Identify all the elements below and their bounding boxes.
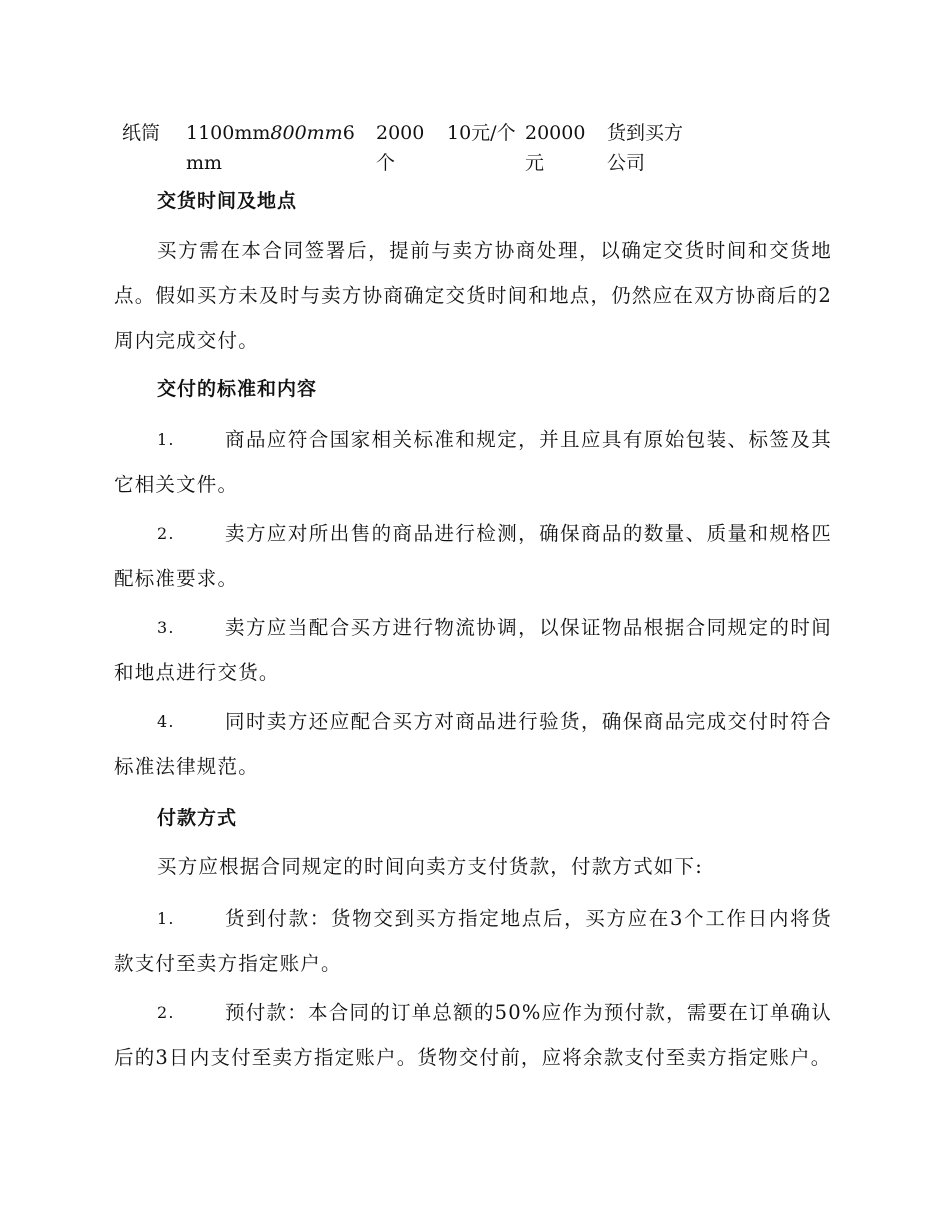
item-number: 2. [157, 524, 175, 543]
delivery-cell: 货到买方公司 [607, 122, 684, 174]
payment-intro: 买方应根据合同规定的时间向卖方支付货款，付款方式如下: [157, 855, 703, 878]
spec-b: 800mm [270, 122, 343, 144]
item-number: 1. [157, 909, 175, 928]
table-row [0, 118, 950, 178]
item-text: 货到付款：货物交到买方指定地点后，买方应在3个工作日内将货款支付至卖方指定账户。 [114, 907, 832, 975]
item-number: 1. [157, 430, 175, 449]
item-number: 2. [157, 1003, 175, 1022]
standards-item [114, 605, 832, 695]
spec-c: 6mm [186, 122, 355, 174]
item-text: 预付款：本合同的订单总额的50%应作为预付款，需要在订单确认后的3日内支付至卖方指定账户。货物交付前，应将余款支付至卖方指定账户。 [114, 1001, 832, 1069]
unit-price-cell: 10元/个 [447, 122, 516, 144]
item-text: 卖方应对所出售的商品进行检测，确保商品的数量、质量和规格匹配标准要求。 [114, 522, 832, 590]
payment-heading: 付款方式 [157, 807, 238, 829]
product-name-cell: 纸筒 [122, 122, 161, 144]
standards-item [114, 417, 832, 507]
item-text: 同时卖方还应配合买方对商品进行验货，确保商品完成交付时符合标准法律规范。 [114, 710, 832, 778]
standards-item [114, 699, 832, 789]
payment-item [114, 990, 832, 1080]
quantity-cell: 2000个 [376, 122, 425, 174]
total-cell: 20000元 [525, 122, 586, 174]
spec-a: 1100mm [186, 122, 271, 144]
spec-cell [186, 118, 356, 178]
payment-item [114, 896, 832, 986]
standards-heading: 交付的标准和内容 [157, 378, 318, 400]
item-number: 3. [157, 618, 175, 637]
standards-item [114, 511, 832, 601]
item-text: 卖方应当配合买方进行物流协调，以保证物品根据合同规定的时间和地点进行交货。 [114, 616, 832, 684]
item-number: 4. [157, 712, 175, 731]
delivery-paragraph: 买方需在本合同签署后，提前与卖方协商处理，以确定交货时间和交货地点。假如买方未及时与卖方协商确定交货时间和地点，仍然应在双方协商后的2周内完成交付。 [114, 239, 832, 352]
item-text: 商品应符合国家相关标准和规定，并且应具有原始包装、标签及其它相关文件。 [114, 428, 832, 496]
delivery-heading: 交货时间及地点 [157, 190, 298, 212]
